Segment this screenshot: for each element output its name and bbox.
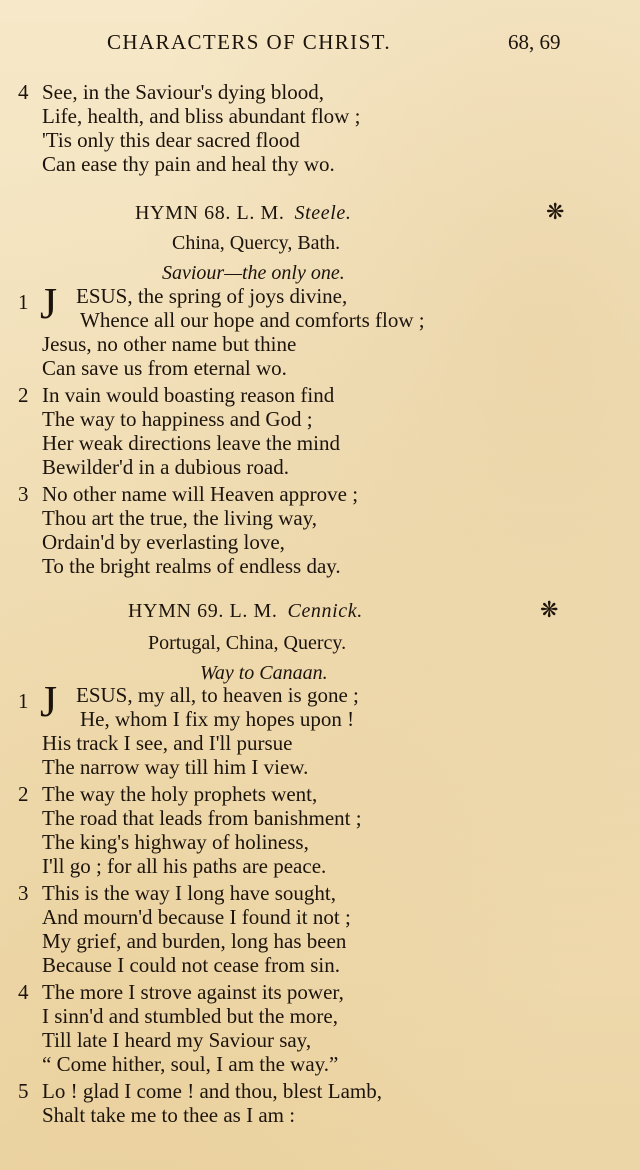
verse-line: Can save us from eternal wo.: [42, 356, 287, 380]
verse-line: No other name will Heaven approve ;: [42, 482, 359, 506]
verse-line: “ Come hither, soul, I am the way.”: [42, 1052, 339, 1076]
verse-line: Lo ! glad I come ! and thou, blest Lamb,: [42, 1079, 382, 1103]
verse-line: The way to happiness and God ;: [42, 407, 313, 431]
stanza-number: 5: [18, 1079, 29, 1103]
verse-line: To the bright realms of endless day.: [42, 554, 341, 578]
running-title: CHARACTERS OF CHRIST.: [107, 30, 391, 54]
hymn-author: Cennick.: [287, 600, 363, 622]
verse-line: Life, health, and bliss abundant flow ;: [42, 104, 361, 128]
verse-line: Ordain'd by everlasting love,: [42, 530, 285, 554]
verse-line: The road that leads from banishment ;: [42, 806, 362, 830]
verse-line: I'll go ; for all his paths are peace.: [42, 854, 327, 878]
verse-line: I sinn'd and stumbled but the more,: [42, 1004, 338, 1028]
drop-cap: J: [40, 279, 58, 328]
stanza-number: 3: [18, 482, 29, 506]
hymn-number: HYMN 68. L. M.: [135, 202, 285, 224]
drop-cap: J: [40, 677, 58, 726]
verse-line: And mourn'd because I found it not ;: [42, 905, 351, 929]
verse-line: Thou art the true, the living way,: [42, 506, 318, 530]
verse-line: My grief, and burden, long has been: [42, 929, 347, 953]
verse-line: Jesus, no other name but thine: [42, 332, 297, 356]
verse-line: 'Tis only this dear sacred flood: [42, 128, 300, 152]
stanza-number: 3: [18, 881, 29, 905]
verse-line: The king's highway of holiness,: [42, 830, 309, 854]
stanza-number: 4: [18, 80, 29, 104]
hymn-number: HYMN 69. L. M.: [128, 600, 278, 622]
verse-line: See, in the Saviour's dying blood,: [42, 80, 325, 104]
stanza-number: 4: [18, 980, 29, 1004]
hymn-author: Steele.: [294, 202, 352, 224]
page-numbers: 68, 69: [508, 30, 561, 54]
verse-line: Shalt take me to thee as I am :: [42, 1103, 296, 1127]
hymn-title: [135, 202, 351, 225]
verse-line: This is the way I long have sought,: [42, 881, 336, 905]
running-head: [0, 30, 640, 64]
ornament-icon: ❋: [546, 200, 565, 225]
verse-line: ESUS, my all, to heaven is gone ;: [76, 683, 359, 707]
verse-line: The way the holy prophets went,: [42, 782, 318, 806]
stanza-number: 1: [18, 689, 29, 713]
stanza-number: 2: [18, 383, 29, 407]
verse-line: The narrow way till him I view.: [42, 755, 309, 779]
verse-line: In vain would boasting reason find: [42, 383, 335, 407]
verse-line: Her weak directions leave the mind: [42, 431, 340, 455]
verse-line: His track I see, and I'll pursue: [42, 731, 293, 755]
ornament-icon: ❋: [540, 598, 559, 623]
verse-line: Whence all our hope and comforts flow ;: [80, 308, 425, 332]
hymn-title: [128, 600, 363, 623]
stanza-number: 2: [18, 782, 29, 806]
verse-line: Because I could not cease from sin.: [42, 953, 340, 977]
verse-line: He, whom I fix my hopes upon !: [80, 707, 355, 731]
verse-line: Bewilder'd in a dubious road.: [42, 455, 289, 479]
verse-line: Can ease thy pain and heal thy wo.: [42, 152, 335, 176]
tune-names: Portugal, China, Quercy.: [148, 632, 347, 654]
verse-line: ESUS, the spring of joys divine,: [76, 284, 348, 308]
tune-names: China, Quercy, Bath.: [172, 232, 341, 254]
hymn-subject: Saviour—the only one.: [162, 262, 345, 284]
stanza-number: 1: [18, 290, 29, 314]
verse-line: The more I strove against its power,: [42, 980, 344, 1004]
hymn-subject: Way to Canaan.: [200, 662, 328, 684]
verse-line: Till late I heard my Saviour say,: [42, 1028, 312, 1052]
